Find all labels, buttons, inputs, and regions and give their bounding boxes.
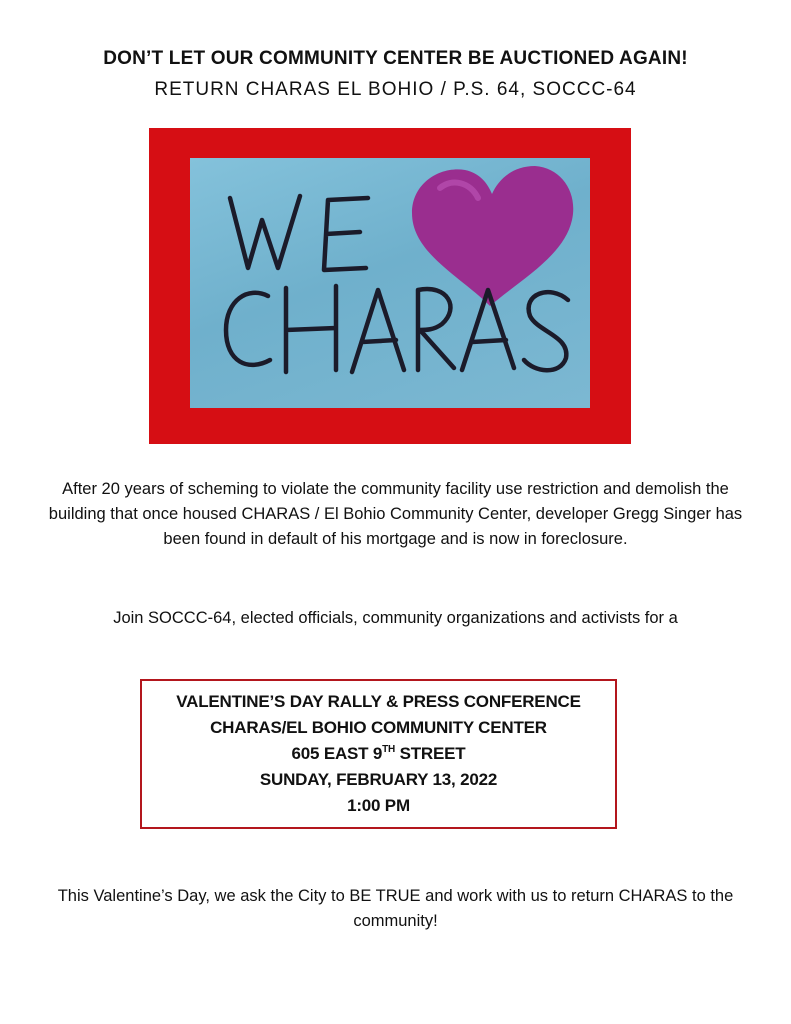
headline: DON’T LET OUR COMMUNITY CENTER BE AUCTIONED AGAIN! (103, 48, 688, 69)
invitation-paragraph: Join SOCCC-64, elected officials, community organizations and activists for a (113, 609, 678, 627)
banner-photo-frame (149, 128, 631, 444)
address-ordinal-suffix: TH (382, 744, 396, 755)
banner-word-charas (226, 286, 568, 372)
intro-paragraph: After 20 years of scheming to violate the community facility use restriction and demolish the building that once housed CHARAS / El Bohio Community Center, developer Gregg Singer has been found in default of his mortgage and is now in foreclosure. (48, 480, 743, 548)
address-street: STREET (395, 744, 466, 763)
event-time: 1:00 PM (347, 796, 410, 815)
event-title: VALENTINE’S DAY RALLY & PRESS CONFERENCE (176, 692, 581, 711)
subheadline: RETURN CHARAS EL BOHIO / P.S. 64, SOCCC-64 (154, 79, 637, 100)
heart-icon (412, 166, 573, 306)
closing-paragraph: This Valentine’s Day, we ask the City to BE TRUE and work with us to return CHARAS to the community! (57, 887, 734, 930)
banner-word-we (230, 196, 368, 270)
event-venue: CHARAS/EL BOHIO COMMUNITY CENTER (210, 718, 547, 737)
we-love-charas-banner-photo (190, 158, 590, 408)
event-date: SUNDAY, FEBRUARY 13, 2022 (259, 770, 498, 789)
event-details-box (140, 679, 617, 829)
banner-artwork (190, 158, 590, 408)
event-address (292, 741, 466, 767)
address-number: 605 EAST 9 (291, 744, 383, 763)
